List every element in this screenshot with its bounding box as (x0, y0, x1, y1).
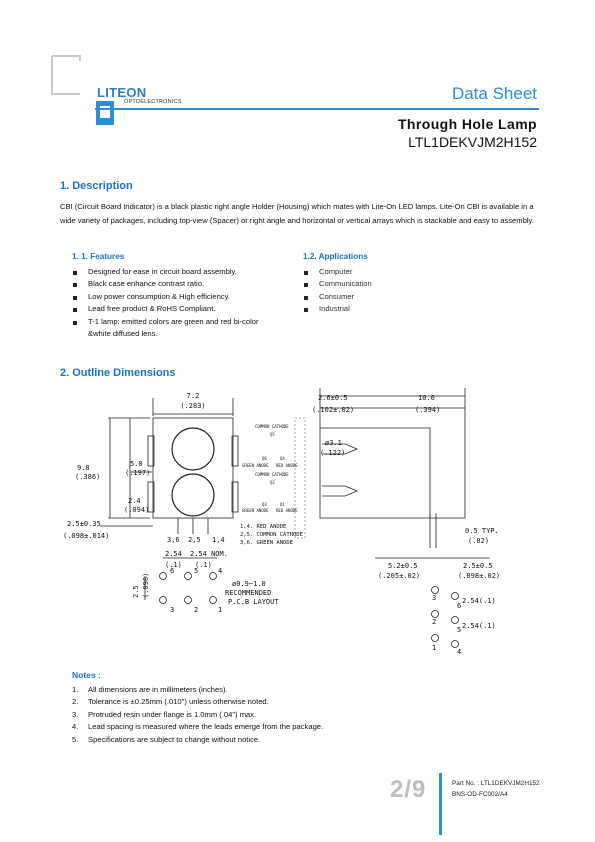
dim-label: 2.6±0.5 (318, 394, 348, 402)
pcb-pin-label: 2 (432, 618, 437, 626)
dim-label: (.386) (75, 473, 101, 481)
list-item: Designed for ease in circuit board assembly. (72, 266, 297, 278)
pcb-pin-label: 1 (432, 644, 437, 652)
pin-legend: 3,6. GREEN ANODE (240, 540, 293, 546)
doc-type: Data Sheet (451, 84, 537, 103)
note-item (72, 721, 323, 733)
note-item (72, 709, 323, 721)
applications-list (303, 266, 503, 316)
logo-text: LITEON (97, 85, 147, 100)
pcb-pin-label: 4 (457, 648, 462, 656)
schematic-label: Q6 (262, 456, 267, 461)
list-item: Consumer (303, 291, 503, 303)
footer-doc-no: BNS-OD-FC002/A4 (452, 791, 508, 798)
list-item: Industrial (303, 303, 503, 315)
pcb-hole (432, 635, 439, 642)
list-item: Black case enhance contrast ratio. (72, 278, 297, 290)
list-item: T-1 lamp: emitted colors are green and red bi-color (72, 316, 297, 328)
pin-legend: 1,4. RED ANODE (240, 524, 287, 530)
schematic-label: RED ANODE (276, 508, 298, 513)
footer-bar (439, 773, 442, 835)
note-number: 5. (72, 734, 79, 744)
note-number: 2. (72, 697, 79, 707)
pcb-hole (210, 573, 217, 580)
note-text: Specifications are subject to change without notice. (88, 734, 261, 744)
note-text: Tolerance is ±0.25mm (.010") unless otherwise noted. (88, 697, 269, 707)
dim-label: (.098±.02) (458, 572, 501, 580)
applications-heading: 1.2. Applications (303, 252, 368, 261)
dim-label: ø0.9~1.0 (232, 580, 266, 588)
schematic-label: GREEN ANODE (242, 463, 269, 468)
pcb-hole (432, 611, 439, 618)
side-housing (320, 396, 465, 518)
header-rule (95, 108, 539, 110)
dim-label: 2.54(.1) (462, 622, 496, 630)
dim-label: 10.0 (418, 394, 435, 402)
dim-label: 9.8 (77, 464, 90, 472)
note-number: 1. (72, 685, 79, 694)
note-item (72, 684, 323, 696)
dim-label: 2.54 (165, 550, 182, 558)
pcb-pin-label: 3 (170, 606, 175, 614)
notes-list (72, 684, 323, 746)
dim-label: 2.5 (132, 585, 140, 598)
pcb-hole (452, 641, 459, 648)
pcb-pin-label: 5 (457, 626, 462, 634)
description-heading: 1. Description (60, 180, 133, 192)
front-lens-upper-ring (172, 428, 214, 470)
list-item: Lead free product & RoHS Compliant. (72, 303, 297, 315)
dim-label: 2.4 (128, 497, 141, 505)
features-heading: 1. 1. Features (72, 252, 125, 261)
pcb-pin-label: 6 (170, 567, 175, 575)
schematic-label: COMMON CATHODE (255, 472, 289, 477)
pcb-hole (160, 597, 167, 604)
schematic-label: Q4 (280, 456, 285, 461)
pcb-pin-label: 6 (457, 602, 462, 610)
dim-label: (.122) (320, 449, 346, 457)
dim-label: (.098) (142, 572, 150, 598)
schematic-label: COMMON CATHODE (255, 424, 289, 429)
pcb-hole (452, 617, 459, 624)
schematic-label: Q2 (270, 480, 275, 485)
pcb-hole (210, 597, 217, 604)
list-item: &white diffused lens. (88, 329, 158, 339)
part-number-title: LTL1DEKVJM2H152 (408, 134, 537, 150)
schematic-frame (295, 418, 305, 538)
pcb-hole (185, 573, 192, 580)
pcb-note: RECOMMENDED (225, 589, 272, 597)
pcb-hole (452, 593, 459, 600)
pcb-pin-label: 1 (218, 606, 223, 614)
logo-square-icon (95, 100, 115, 126)
front-housing (153, 418, 233, 518)
front-lens-lower-ring (172, 474, 214, 516)
dim-label: 2.5±0.5 (463, 562, 493, 570)
page-number: 2/9 (390, 776, 427, 803)
dim-label: (.1) (195, 561, 212, 569)
dim-label: 5.0 (130, 460, 143, 468)
note-item (72, 734, 323, 746)
pcb-pin-label: 4 (218, 567, 223, 575)
description-text: CBI (Circuit Board Indicator) is a black plastic right angle Holder (Housing) which mates with Lite-On LED lamps. Lite-On CBI is available in a wide variety of packages, including top-view (Spacer) or right angle and horizontal or vertical arrays which is stackable and easy to assembly. (60, 202, 534, 226)
dim-label: 0.5 TYP. (465, 527, 499, 535)
footer-part-info (452, 778, 540, 800)
features-list (72, 266, 297, 340)
dim-label: (.02) (468, 537, 490, 545)
pcb-hole (432, 587, 439, 594)
pcb-pin-label: 2 (194, 606, 199, 614)
logo-frame-icon (51, 55, 81, 95)
note-text: All dimensions are in millimeters (inches). (88, 685, 228, 694)
dim-label: 7.2 (186, 392, 200, 400)
note-item (72, 696, 323, 708)
product-title: Through Hole Lamp (397, 116, 537, 132)
schematic-label: Q1 (280, 502, 285, 507)
list-item: Computer (303, 266, 503, 278)
notes-heading: Notes : (72, 670, 101, 680)
side-lens-lower (322, 486, 357, 496)
dim-label: (.102±.02) (312, 406, 355, 414)
dim-label: (.205±.02) (378, 572, 421, 580)
dim-label: (.283) (180, 402, 206, 410)
outline-heading: 2. Outline Dimensions (60, 367, 176, 379)
dim-label: 2.5±0.35 (67, 520, 101, 528)
note-text: Lead spacing is measured where the leads emerge from the package. (88, 722, 324, 732)
schematic-label: Q3 (262, 502, 267, 507)
note-text: Protruded resin under flange is 1.0mm (.04") max. (88, 709, 257, 719)
note-number: 3. (72, 709, 79, 719)
pcb-hole (185, 597, 192, 604)
outline-drawing (60, 388, 540, 658)
pin-legend: 2,5. COMMON CATHODE (240, 532, 303, 538)
schematic-label: Q5 (270, 432, 275, 437)
logo-subtext: OPTOELECTRONICS (124, 99, 182, 105)
dim-label: 5.2±0.5 (388, 562, 418, 570)
list-item: Low power consumption & High efficiency. (72, 291, 297, 303)
dim-label: 2.54 NOM. (190, 550, 228, 558)
dim-label: 2.54(.1) (462, 597, 496, 605)
pcb-pin-label: 3 (432, 594, 437, 602)
dim-label: (.098±.014) (63, 532, 110, 540)
schematic-label: RED ANODE (276, 463, 298, 468)
dim-label: 1,4 (212, 536, 225, 544)
dim-label: ø3.1 (325, 439, 342, 447)
dim-label: 3,6 (167, 536, 180, 544)
dim-label: (.394) (415, 406, 441, 414)
dim-label: (.197) (125, 469, 151, 477)
pcb-hole (160, 573, 167, 580)
dim-label: (.1) (165, 561, 182, 569)
schematic-label: GREEN ANODE (242, 508, 269, 513)
footer-part-no: Part No. : LTL1DEKVJM2H152 (452, 780, 540, 787)
note-number: 4. (72, 722, 79, 732)
list-item: Communication (303, 278, 503, 290)
pcb-note: P.C.B LAYOUT (228, 598, 279, 606)
dim-label: (.094) (124, 506, 150, 514)
pcb-pin-label: 5 (194, 567, 199, 575)
dim-label: 2,5 (188, 536, 201, 544)
